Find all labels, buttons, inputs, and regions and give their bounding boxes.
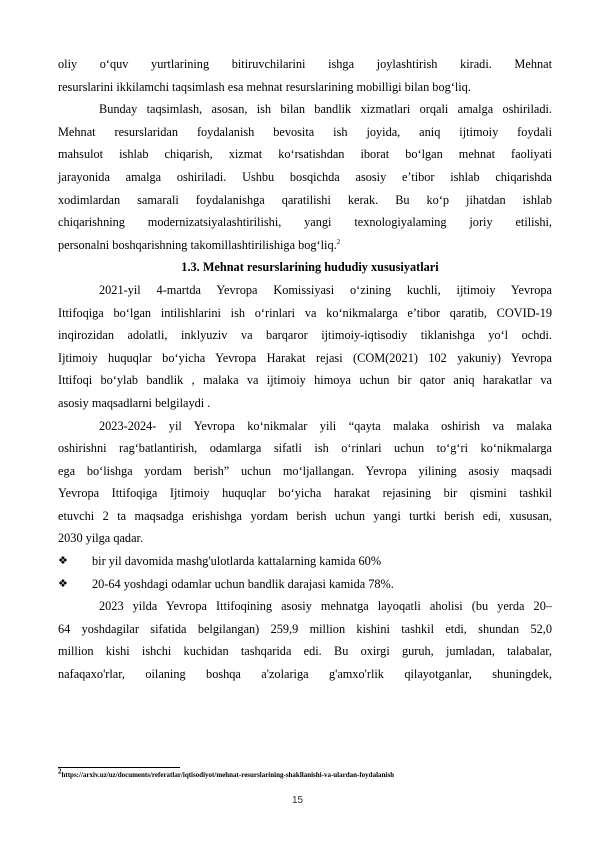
paragraph-line: 2021-yil 4-martda Yevropa Komissiyasi o‘zining kuchli, ijtimoiy Yevropa [99, 282, 552, 297]
bullet-text: 20-64 yoshdagi odamlar uchun bandlik darajasi kamida 78%. [92, 576, 394, 591]
footnote [58, 767, 552, 779]
paragraph-line: Yevropa Ittifoqiga Ijtimoiy huquqlar bo‘yicha harakat rejasining bir qismini tashkil [58, 486, 552, 501]
bullet-item [58, 573, 552, 596]
paragraph-line: chiqarishning modernizatsiyalashtirilishi, yangi texnologiyalaming joriy etilishi, [58, 215, 552, 230]
footnote-link[interactable]: https://arxiv.uz/uz/documents/referatlar/iqtisodiyot/mehnat-resurslarining-shakllanishi-va-ulardan-foydalanish [61, 771, 394, 779]
paragraph-line: 64 yoshdagilar sifatida belgilangan) 259,9 million kishini tashkil etdi, shundan 52,0 [58, 621, 552, 636]
paragraph-line: oliy o‘quv yurtlarining bitiruvchilarini ishga joylashtirish kiradi. Mehnat [58, 57, 552, 71]
paragraph-line: Ijtimoiy huquqlar bo‘yicha Yevropa Harakat rejasi (COM(2021) 102 yakuniy) Yevropa [58, 350, 552, 365]
paragraph-line: 2023 yilda Yevropa Ittifoqining asosiy mehnatga layoqatli aholisi (bu yerda 20– [99, 599, 552, 614]
paragraph-line: inqirozidan adolatli, inklyuziv va barqaror ijtimoiy-iqtisodiy tiklanishga yo‘l ochdi. [58, 328, 552, 343]
paragraph-line: resurslarini ikkilamchi taqsimlash esa mehnat resurslarining mobilligi bilan bog‘liq. [58, 79, 471, 94]
diamond-bullet-icon: ❖ [58, 576, 68, 590]
paragraph-line: 2030 yilga qadar. [58, 531, 144, 546]
paragraph-line: mahsulot ishlab chiqarish, xizmat ko‘rsatishdan iborat bo‘lgan mehnat faoliyati [58, 147, 552, 162]
paragraph-line: jarayonida amalga oshiriladi. Ushbu bosqichda asosiy e’tibor ishlab chiqarishda [58, 169, 552, 184]
bullet-item [58, 550, 552, 573]
page-body [58, 53, 552, 686]
paragraph-line: asosiy maqsadlarni belgilaydi . [58, 395, 211, 410]
paragraph-text: personalni boshqarishning takomillashtirilishiga bog‘liq. [58, 237, 337, 252]
paragraph-line: Ittifoqiga bo‘lgan intilishlarini ish o‘rinlari va ko‘nikmalarga e’tibor qaratib, COVID-19 [58, 305, 552, 320]
paragraph-line: oshirishni rag‘batlantirish, odamlarga sifatli ish o‘rinlari uchun to‘g‘ri ko‘nikmalarga [58, 441, 552, 456]
paragraph-line [58, 234, 552, 257]
paragraph-line: Bunday taqsimlash, asosan, ish bilan bandlik xizmatlari orqali amalga oshiriladi. [99, 102, 552, 117]
footnote-divider [58, 767, 180, 768]
paragraph-line: 2023-2024- yil Yevropa ko‘nikmalar yili “qayta malaka oshirish va malaka [99, 418, 552, 433]
section-heading: 1.3. Mehnat resurslarining hududiy xususiyatlari [181, 260, 439, 275]
page-number: 15 [291, 795, 304, 806]
bullet-text: bir yil davomida mashg'ulotlarda kattalarning kamida 60% [92, 554, 382, 569]
paragraph-line: Mehnat resurslaridan foydalanish bevosita ish joyida, aniq ijtimoiy foydali [58, 124, 552, 139]
paragraph-line: ega bo‘lishga yordam berish” uchun mo‘ljallangan. Yevropa yilining asosiy maqsadi [58, 463, 552, 478]
footnote-reference[interactable]: 2 [336, 237, 341, 246]
footnote-number: 2 [58, 767, 62, 776]
paragraph-line: nafaqaxo'rlar, oilaning boshqa a'zolariga g'amxo'rlik qilayotganlar, shuningdek, [58, 667, 552, 682]
paragraph-line: xodimlardan samarali foydalanishga qaratilishi kerak. Bu ko‘p jihatdan ishlab [58, 192, 552, 207]
paragraph-line: million kishi ishchi kuchidan tashqarida edi. Bu oxirgi guruh, jumladan, talabalar, [58, 644, 552, 659]
paragraph-line: Ittifoqi bo‘ylab bandlik , malaka va ijtimoiy himoya uchun bir qator aniq harakatlar va [58, 373, 552, 388]
paragraph-line: etuvchi 2 ta maqsadga erishishga yordam berish uchun yangi turtki berish edi, xususan, [58, 508, 552, 523]
diamond-bullet-icon: ❖ [58, 554, 68, 568]
